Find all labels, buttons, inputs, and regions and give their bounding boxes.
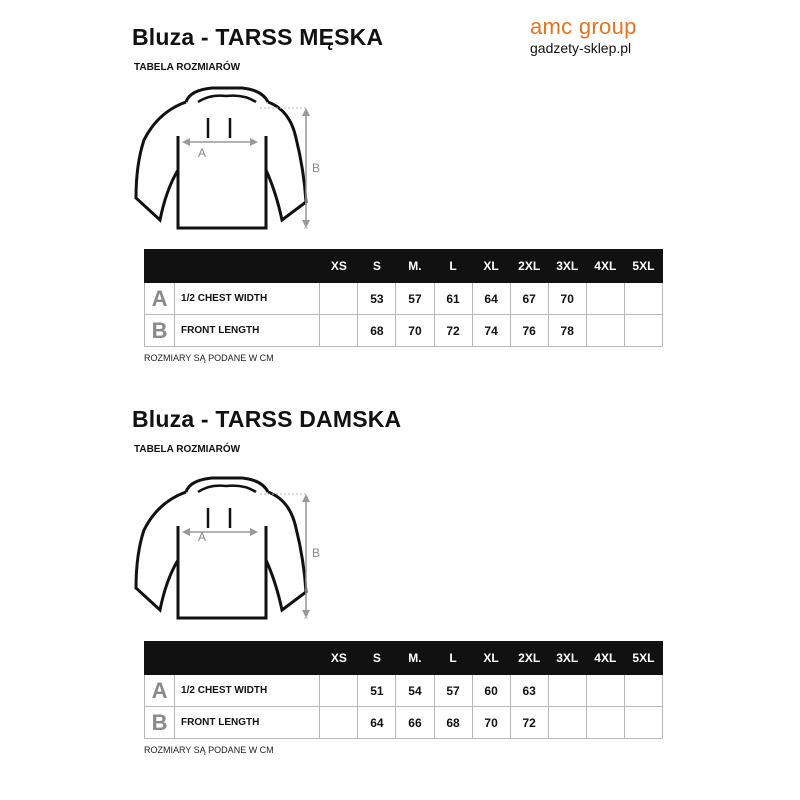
table-cell: 63 bbox=[510, 675, 548, 707]
table-cell bbox=[586, 707, 624, 739]
section-title-mens: Bluza - TARSS MĘSKA bbox=[132, 24, 384, 50]
row-letter: A bbox=[145, 675, 175, 707]
table-cell: 64 bbox=[472, 283, 510, 315]
row-label: FRONT LENGTH bbox=[175, 707, 320, 739]
size-chart-subtitle: TABELA ROZMIARÓW bbox=[134, 444, 241, 455]
size-header: L bbox=[434, 642, 472, 675]
size-header: M. bbox=[396, 250, 434, 283]
table-cell: 67 bbox=[510, 283, 548, 315]
table-cell bbox=[586, 315, 624, 347]
size-header: XS bbox=[320, 250, 358, 283]
table-row bbox=[145, 283, 663, 315]
unit-note: ROZMIARY SĄ PODANE W CM bbox=[144, 353, 274, 363]
table-cell bbox=[586, 675, 624, 707]
measure-a-arrow-left bbox=[182, 138, 190, 146]
size-table-womens bbox=[144, 641, 663, 739]
section-title-womens: Bluza - TARSS DAMSKA bbox=[132, 406, 402, 432]
size-header: L bbox=[434, 250, 472, 283]
table-header-row bbox=[145, 642, 663, 675]
hoodie-diagram-womens bbox=[130, 470, 330, 630]
table-row bbox=[145, 315, 663, 347]
header-blank bbox=[145, 642, 175, 675]
header-blank bbox=[145, 250, 175, 283]
table-row bbox=[145, 707, 663, 739]
measure-b-arrow-top bbox=[302, 494, 310, 502]
size-header: 3XL bbox=[548, 642, 586, 675]
table-cell bbox=[320, 707, 358, 739]
table-cell: 72 bbox=[510, 707, 548, 739]
hood-opening bbox=[198, 96, 256, 102]
table-cell: 53 bbox=[358, 283, 396, 315]
size-header: XL bbox=[472, 250, 510, 283]
table-cell bbox=[624, 283, 662, 315]
table-cell bbox=[320, 675, 358, 707]
measure-b-arrow-bottom bbox=[302, 220, 310, 228]
size-header: S bbox=[358, 250, 396, 283]
right-sleeve bbox=[266, 102, 306, 220]
table-cell: 57 bbox=[396, 283, 434, 315]
table-cell: 76 bbox=[510, 315, 548, 347]
size-header: XS bbox=[320, 642, 358, 675]
header-blank bbox=[175, 642, 320, 675]
size-header: 4XL bbox=[586, 642, 624, 675]
table-cell: 68 bbox=[434, 707, 472, 739]
size-header: S bbox=[358, 642, 396, 675]
table-cell: 70 bbox=[472, 707, 510, 739]
table-cell: 61 bbox=[434, 283, 472, 315]
measure-a-label: A bbox=[198, 146, 207, 160]
hoodie-body bbox=[178, 526, 266, 618]
hoodie-body bbox=[178, 136, 266, 228]
table-cell: 74 bbox=[472, 315, 510, 347]
row-letter: A bbox=[145, 283, 175, 315]
table-cell bbox=[624, 675, 662, 707]
size-header: 5XL bbox=[624, 250, 662, 283]
measure-a-arrow-right bbox=[250, 138, 258, 146]
hoodie-diagram-mens bbox=[130, 80, 330, 240]
measure-a-label: A bbox=[198, 530, 207, 544]
size-chart-subtitle: TABELA ROZMIARÓW bbox=[134, 62, 241, 73]
size-header: 4XL bbox=[586, 250, 624, 283]
size-header: 2XL bbox=[510, 250, 548, 283]
brand-logo-site: gadzety-sklep.pl bbox=[530, 40, 632, 56]
row-label: 1/2 CHEST WIDTH bbox=[175, 283, 320, 315]
table-cell bbox=[624, 707, 662, 739]
size-header: 5XL bbox=[624, 642, 662, 675]
hood-opening bbox=[198, 486, 256, 492]
row-letter: B bbox=[145, 707, 175, 739]
table-cell bbox=[320, 283, 358, 315]
table-cell bbox=[320, 315, 358, 347]
table-cell bbox=[548, 707, 586, 739]
table-header-row bbox=[145, 250, 663, 283]
table-cell: 70 bbox=[548, 283, 586, 315]
size-header: M. bbox=[396, 642, 434, 675]
row-letter: B bbox=[145, 315, 175, 347]
table-cell: 66 bbox=[396, 707, 434, 739]
row-label: FRONT LENGTH bbox=[175, 315, 320, 347]
measure-b-label: B bbox=[312, 546, 321, 560]
measure-b-arrow-bottom bbox=[302, 610, 310, 618]
table-cell: 57 bbox=[434, 675, 472, 707]
size-table-mens bbox=[144, 249, 663, 347]
table-cell: 60 bbox=[472, 675, 510, 707]
measure-b-label: B bbox=[312, 161, 321, 175]
table-cell: 68 bbox=[358, 315, 396, 347]
table-cell: 51 bbox=[358, 675, 396, 707]
right-sleeve bbox=[266, 492, 306, 610]
table-cell: 64 bbox=[358, 707, 396, 739]
table-cell: 70 bbox=[396, 315, 434, 347]
row-label: 1/2 CHEST WIDTH bbox=[175, 675, 320, 707]
measure-a-arrow-right bbox=[250, 528, 258, 536]
table-cell: 78 bbox=[548, 315, 586, 347]
unit-note: ROZMIARY SĄ PODANE W CM bbox=[144, 745, 274, 755]
header-blank bbox=[175, 250, 320, 283]
size-header: XL bbox=[472, 642, 510, 675]
size-header: 3XL bbox=[548, 250, 586, 283]
measure-a-arrow-left bbox=[182, 528, 190, 536]
table-cell: 72 bbox=[434, 315, 472, 347]
table-cell bbox=[586, 283, 624, 315]
table-cell bbox=[624, 315, 662, 347]
table-row bbox=[145, 675, 663, 707]
brand-logo-name: amc group bbox=[530, 14, 637, 39]
measure-b-arrow-top bbox=[302, 108, 310, 116]
size-header: 2XL bbox=[510, 642, 548, 675]
table-cell: 54 bbox=[396, 675, 434, 707]
table-cell bbox=[548, 675, 586, 707]
